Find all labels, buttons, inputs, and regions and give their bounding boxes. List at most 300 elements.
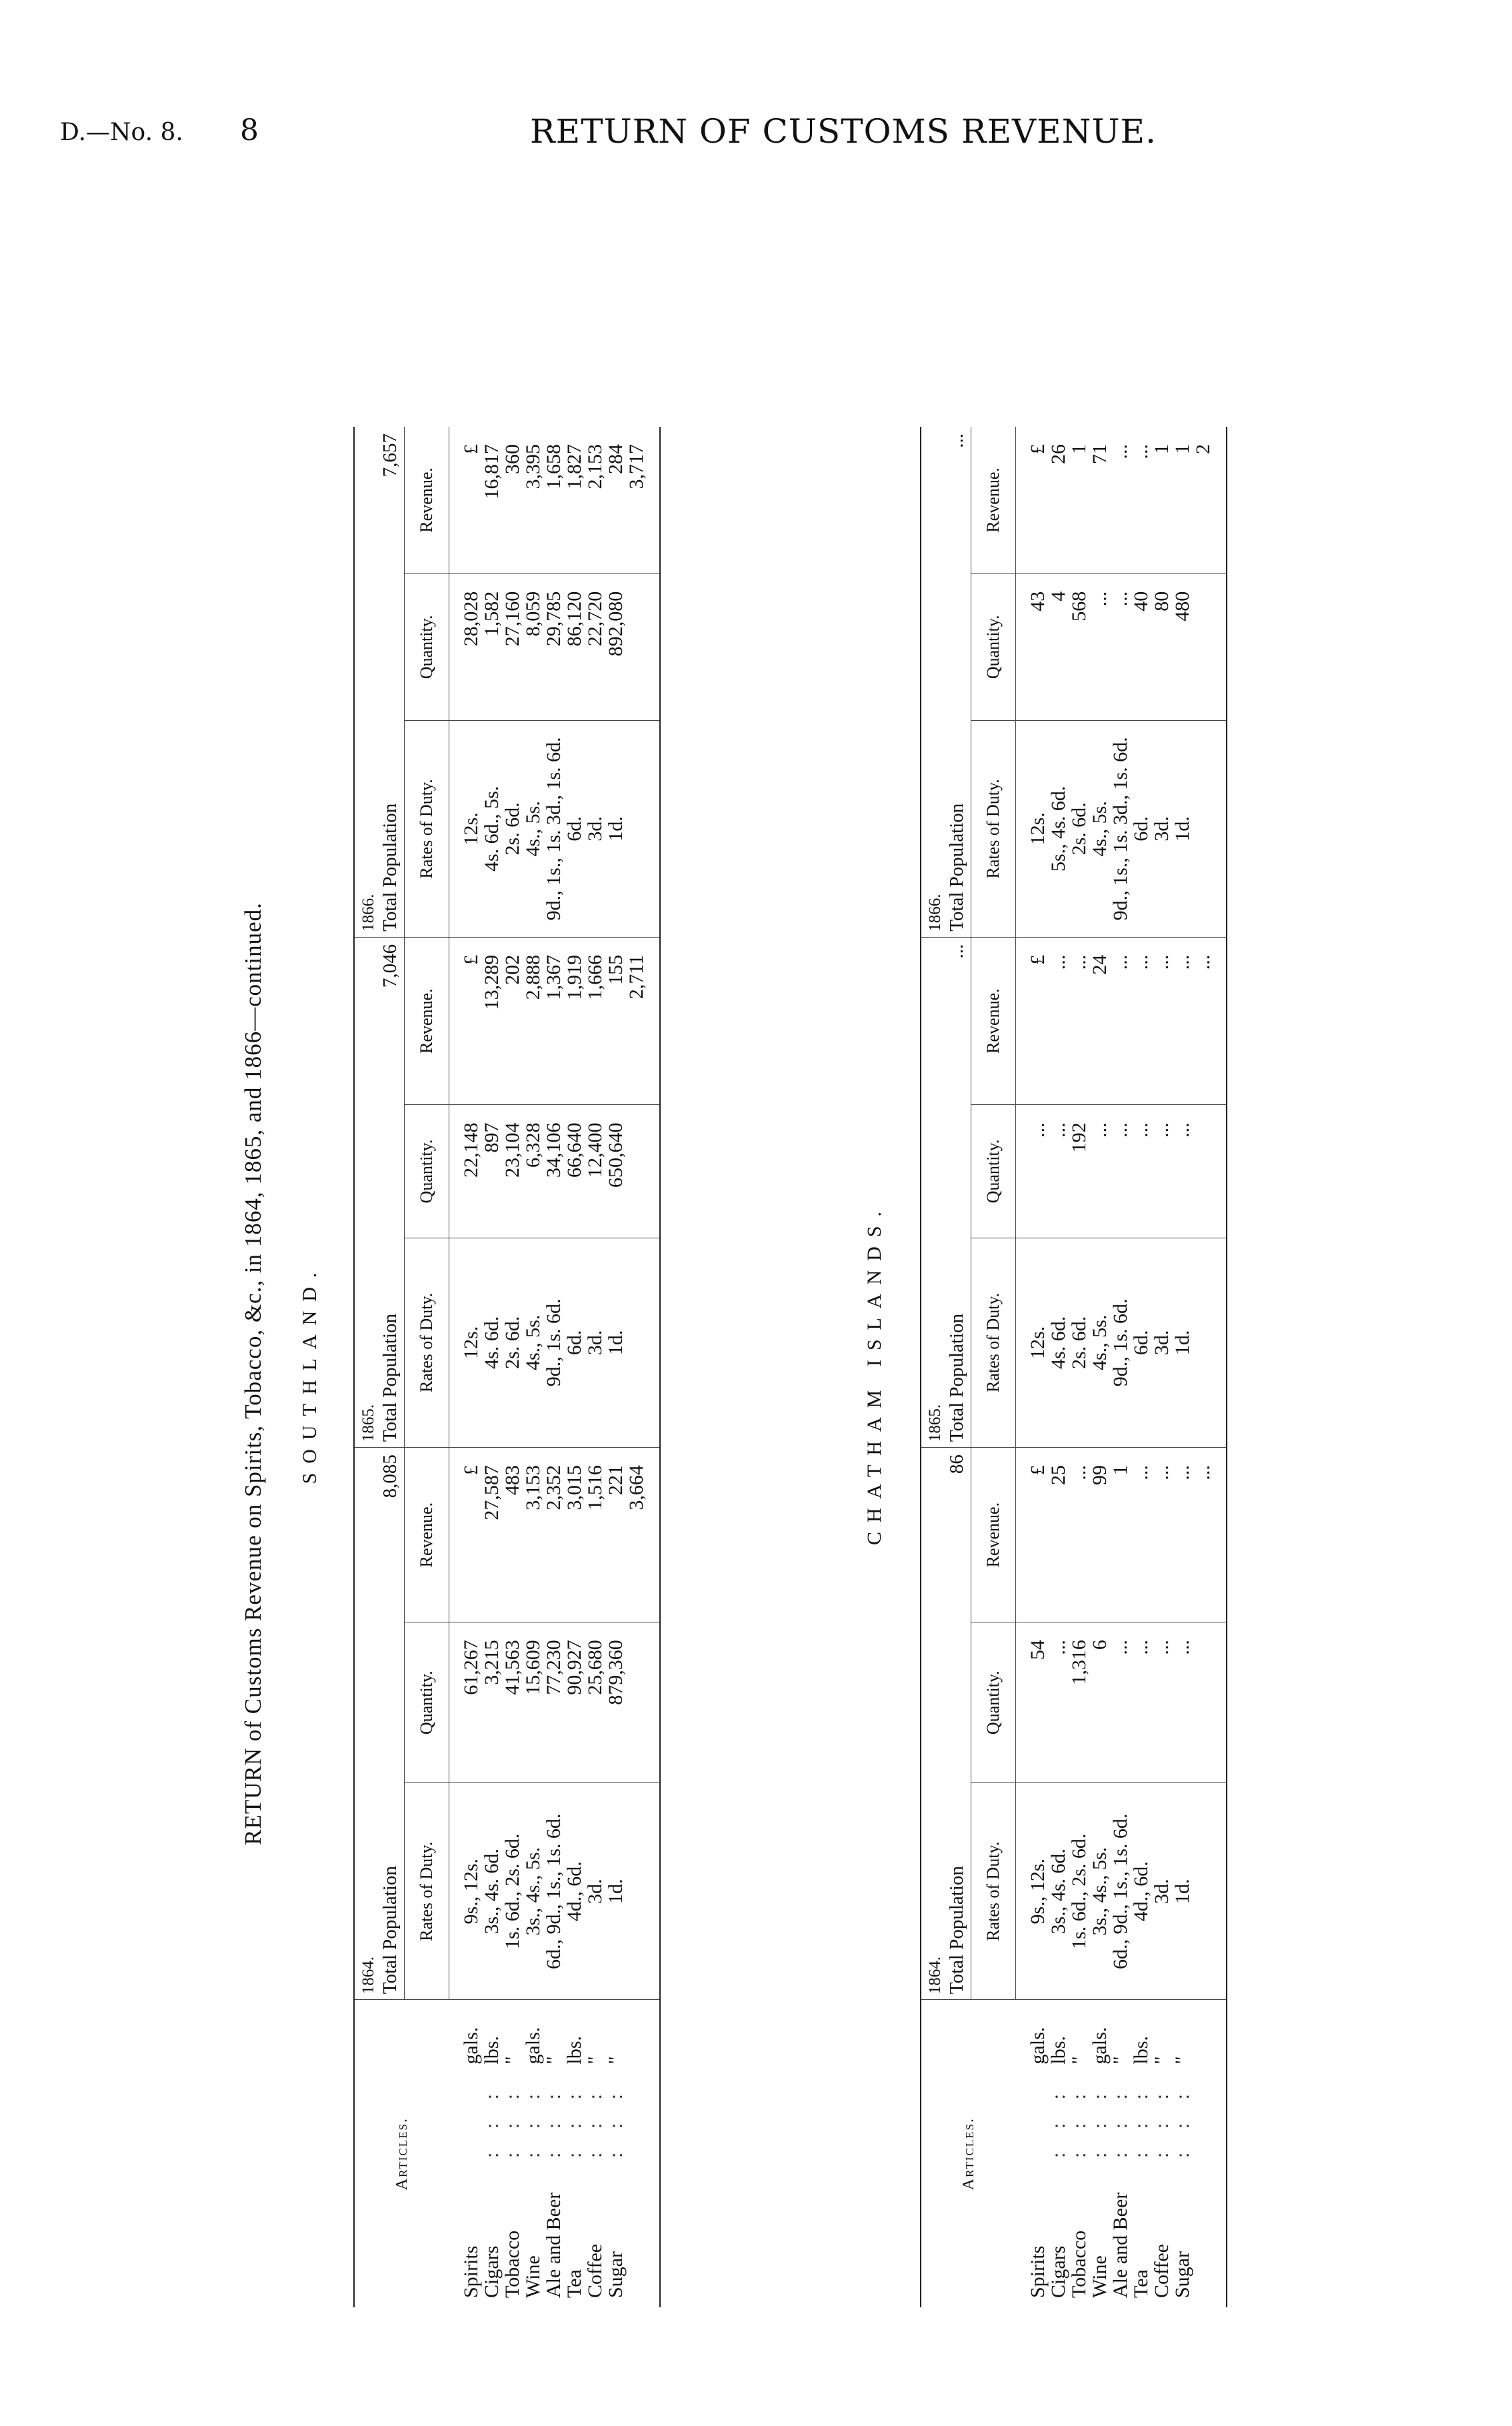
unit: lbs. [480, 2036, 503, 2065]
rate-of-duty-list [461, 1783, 627, 1999]
article-row [1049, 2070, 1069, 2298]
revenue-value: ... [1068, 954, 1090, 970]
revenue-value: 3,015 [563, 1465, 585, 1510]
unit: " [1109, 2056, 1131, 2065]
leader-dots: : : : [1088, 2084, 1111, 2158]
rate-of-duty: 9s., 12s. [460, 1859, 482, 1925]
quantity-value: 15,609 [522, 1640, 544, 1695]
revenue-value: 1 [1109, 1465, 1131, 1476]
total-population-label: Total Population [379, 1866, 401, 1995]
total-population-value: 7,046 [379, 944, 401, 988]
rate-of-duty: 3d. [584, 816, 606, 842]
units-cell [1016, 2000, 1227, 2070]
quantity-value: 77,230 [543, 1640, 565, 1695]
articles-header: Articles. [921, 2000, 1016, 2307]
leader-dots: : : : [1150, 2084, 1173, 2158]
rate-of-duty: 1d. [1171, 816, 1193, 842]
quantity-value: 192 [1068, 1122, 1090, 1153]
population-line [947, 1454, 967, 1994]
unit: " [542, 2056, 565, 2065]
unit: gals. [1026, 2027, 1049, 2065]
total-population-value: 86 [946, 1454, 967, 1474]
quantity-value: 86,120 [563, 591, 585, 647]
rate-of-duty: 2s. 6d. [501, 802, 523, 856]
quantity-value: 29,785 [543, 591, 565, 647]
population-line [947, 944, 967, 1442]
rate-of-duty: 6d. [563, 816, 585, 842]
quantity-value-list [461, 1122, 627, 1237]
quantity-value: 12,400 [584, 1122, 606, 1178]
revenue-value: ... [1151, 1465, 1173, 1480]
article-list [1028, 2070, 1193, 2298]
article-row [503, 2070, 523, 2298]
year-header [921, 937, 971, 1447]
revenue-cell [449, 937, 661, 1105]
rate-of-duty-list [1028, 1238, 1193, 1447]
revenue-value: 221 [605, 1465, 627, 1496]
quantity-cell [1016, 1622, 1227, 1783]
revenue-list [1028, 1465, 1214, 1622]
rate-of-duty: 5s., 4s. 6d. [1047, 786, 1069, 872]
year-header [921, 1448, 971, 2000]
revenue-value: 3,153 [522, 1465, 544, 1510]
total-population-label: Total Population [379, 1313, 401, 1442]
revenue-value: 1,658 [543, 444, 565, 489]
pound-sign: £ [460, 444, 482, 454]
unit: " [1150, 2056, 1173, 2065]
quantity-value: ... [1130, 1122, 1152, 1138]
leader-dots: : : : [583, 2084, 606, 2158]
article-name: Ale and Beer [1109, 2192, 1131, 2298]
revenue-list [461, 444, 647, 573]
quantity-header: Quantity. [971, 573, 1016, 720]
article-name: Spirits [459, 2245, 482, 2298]
quantity-value-list [1028, 591, 1193, 720]
quantity-value: 879,360 [605, 1640, 627, 1705]
pound-sign: £ [1027, 1465, 1049, 1476]
rate-of-duty: 4s., 5s. [522, 801, 544, 857]
revenue-value: 360 [501, 444, 523, 474]
quantity-cell [1016, 1105, 1227, 1238]
revenue-cell [449, 1448, 661, 1622]
article-row [523, 2070, 544, 2298]
revenue-value: 155 [605, 954, 627, 985]
total-population-value: 7,657 [379, 433, 401, 477]
year-label: 1866. [359, 894, 377, 932]
rate-of-duty: 3s., 4s. 6d. [1047, 1849, 1069, 1935]
rate-of-duty: 6d., 9d., 1s., 1s. 6d. [543, 1813, 565, 1969]
rate-of-duty: 4d., 6d. [1130, 1861, 1152, 1922]
rate-of-duty: 4s. 6d., 5s. [481, 786, 503, 872]
rate-of-duty: 4d., 6d. [563, 1861, 585, 1922]
leader-dots: : : : [501, 2084, 523, 2158]
table-title: RETURN of Customs Revenue on Spirits, Tobacco, &c., in 1864, 1865, and 1866—continued. [240, 902, 266, 1845]
quantity-cell [449, 1622, 661, 1783]
article-name: Coffee [1150, 2243, 1173, 2298]
quantity-value: ... [1027, 1122, 1049, 1138]
rate-of-duty: 9d., 1s. 6d. [1109, 1298, 1131, 1387]
articles-cell [1016, 2070, 1227, 2307]
quantity-value: 66,640 [563, 1122, 585, 1178]
rate-of-duty: 9d., 1s. 6d. [543, 1298, 565, 1387]
quantity-header: Quantity. [405, 1622, 449, 1783]
revenue-value: 3,717 [625, 444, 647, 489]
year-header [921, 427, 971, 937]
quantity-value: 6 [1089, 1640, 1111, 1650]
rate-of-duty: 4s., 5s. [522, 1314, 544, 1371]
quantity-header: Quantity. [405, 1105, 449, 1238]
rate-of-duty: 6d., 9d., 1s., 1s. 6d. [1109, 1813, 1131, 1969]
revenue-value: ... [1130, 1465, 1152, 1480]
leader-dots: : : : [604, 2084, 627, 2158]
quantity-value: 90,927 [563, 1640, 585, 1695]
year-label: 1864. [359, 1957, 377, 1995]
quantity-value: 41,563 [501, 1640, 523, 1695]
rates-cell [449, 1783, 661, 2000]
rate-of-duty: 2s. 6d. [1068, 802, 1090, 856]
leader-dots: : : : [1171, 2084, 1193, 2158]
article-row [1069, 2070, 1090, 2298]
rates-cell [449, 1238, 661, 1447]
quantity-value: 28,028 [460, 591, 482, 647]
quantity-value: 4 [1047, 591, 1069, 601]
article-name: Wine [521, 2255, 544, 2298]
rate-of-duty: 1d. [605, 816, 627, 842]
quantity-value: 61,267 [460, 1640, 482, 1695]
region-label-southland: SOUTHLAND. [299, 1263, 321, 1484]
quantity-value: 54 [1027, 1640, 1049, 1660]
article-row [544, 2070, 565, 2298]
article-row [565, 2070, 585, 2298]
quantity-value: ... [1171, 1640, 1193, 1655]
rate-of-duty: 1d. [605, 1879, 627, 1905]
revenue-value: ... [1171, 1465, 1193, 1480]
unit-list [461, 2000, 627, 2064]
unit: " [583, 2056, 606, 2065]
revenue-header: Revenue. [971, 1448, 1016, 1622]
revenue-header: Revenue. [971, 427, 1016, 573]
revenue-value: 13,289 [481, 954, 503, 1010]
region-label-chatham-islands: CHATHAM ISLANDS. [863, 1202, 885, 1546]
quantity-value: 23,104 [501, 1122, 523, 1178]
rate-of-duty: 1s. 6d., 2s. 6d. [501, 1833, 523, 1949]
revenue-header: Revenue. [405, 937, 449, 1105]
revenue-value: 1 [1068, 444, 1090, 454]
year-label: 1865. [359, 1404, 377, 1442]
quantity-value: ... [1151, 1122, 1173, 1138]
quantity-value-list [461, 591, 627, 720]
rate-of-duty: 6d. [563, 1330, 585, 1356]
quantity-value: 22,148 [460, 1122, 482, 1178]
revenue-value: 3,395 [522, 444, 544, 489]
article-name: Spirits [1026, 2245, 1049, 2298]
rates-header: Rates of Duty. [971, 720, 1016, 937]
revenue-cell [1016, 1448, 1227, 1622]
units-cell [449, 2000, 661, 2070]
quantity-value: ... [1151, 1640, 1173, 1655]
revenue-value: 27,587 [481, 1465, 503, 1520]
article-row [1028, 2070, 1049, 2298]
article-list [461, 2070, 627, 2298]
unit: " [501, 2056, 523, 2065]
page-title: RETURN OF CUSTOMS REVENUE. [530, 112, 1157, 151]
rate-of-duty: 2s. 6d. [501, 1316, 523, 1369]
year-label: 1865. [926, 1404, 944, 1442]
article-name: Tea [1129, 2269, 1152, 2298]
quantity-header: Quantity. [405, 573, 449, 720]
article-row [1173, 2070, 1193, 2298]
articles-cell [449, 2070, 661, 2307]
revenue-value: 483 [501, 1465, 523, 1496]
rate-of-duty: 3d. [1151, 1330, 1173, 1356]
quantity-value: ... [1109, 1640, 1131, 1655]
revenue-value: ... [1047, 954, 1069, 970]
year-header-row [921, 427, 971, 2307]
quantity-value: 892,080 [605, 591, 627, 657]
rate-of-duty-list [1028, 721, 1193, 937]
revenue-value: 2,352 [543, 1465, 565, 1510]
quantity-value: 1,582 [481, 591, 503, 637]
rate-of-duty: 3d. [1151, 1879, 1173, 1904]
quantity-value: ... [1109, 1122, 1131, 1138]
revenue-value: ... [1192, 1465, 1214, 1480]
revenue-value: 284 [605, 444, 627, 474]
article-name: Ale and Beer [542, 2192, 565, 2298]
rates-cell [1016, 1238, 1227, 1447]
quantity-value: 480 [1171, 591, 1193, 622]
article-row [461, 2070, 482, 2298]
rate-of-duty: 3d. [584, 1330, 606, 1356]
total-population-label: Total Population [946, 1866, 967, 1995]
rate-of-duty-list [1028, 1783, 1193, 1999]
total-population-value: 8,085 [379, 1454, 401, 1498]
rate-of-duty-list [461, 721, 627, 937]
rate-of-duty: 12s. [460, 812, 482, 846]
unit: " [604, 2056, 627, 2065]
revenue-value: 2,888 [522, 954, 544, 1000]
rates-header: Rates of Duty. [405, 1238, 449, 1447]
unit: lbs. [1129, 2036, 1152, 2065]
rates-header: Rates of Duty. [971, 1238, 1016, 1447]
revenue-value: ... [1151, 954, 1173, 970]
total-population-value: ... [946, 944, 967, 959]
population-line [381, 433, 400, 932]
rate-of-duty: 6d. [1130, 1330, 1152, 1356]
articles-header: Articles. [354, 2000, 449, 2307]
pound-sign: £ [460, 954, 482, 965]
revenue-cell [1016, 937, 1227, 1105]
quantity-value: ... [1109, 591, 1131, 607]
rate-of-duty: 9d., 1s., 1s. 3d., 1s. 6d. [543, 737, 565, 921]
leader-dots: : : : [480, 2084, 503, 2158]
quantity-value: 897 [481, 1122, 503, 1153]
revenue-value: ... [1192, 954, 1214, 970]
rates-header: Rates of Duty. [405, 720, 449, 937]
rate-of-duty: 3d. [584, 1879, 606, 1905]
unit: gals. [521, 2027, 544, 2065]
rates-cell [1016, 720, 1227, 937]
rates-header: Rates of Duty. [405, 1783, 449, 2000]
quantity-value: ... [1089, 591, 1111, 607]
article-row [606, 2070, 627, 2298]
rate-of-duty: 3d. [1151, 816, 1173, 842]
revenue-list [461, 1465, 647, 1622]
article-name: Coffee [583, 2243, 606, 2298]
revenue-value: 1,367 [543, 954, 565, 1000]
revenue-value: ... [1130, 954, 1152, 970]
revenue-value: 2,711 [625, 954, 647, 1000]
article-name: Tobacco [1067, 2230, 1090, 2298]
chatham-islands-table [920, 427, 1227, 2307]
rates-header: Rates of Duty. [971, 1783, 1016, 2000]
leader-dots [1028, 2070, 1049, 2158]
quantity-value: 3,215 [481, 1640, 503, 1685]
revenue-value: ... [1130, 444, 1152, 459]
population-line [381, 1454, 400, 1994]
article-name: Tea [563, 2269, 585, 2298]
rate-of-duty: 12s. [1027, 812, 1049, 846]
southland-table [353, 427, 661, 2307]
article-name: Sugar [1171, 2251, 1193, 2298]
total-population-label: Total Population [946, 803, 967, 932]
pound-sign: £ [1027, 954, 1049, 965]
quantity-cell [449, 573, 661, 720]
population-line [947, 433, 967, 932]
rate-of-duty: 1d. [605, 1330, 627, 1356]
quantity-value-list [461, 1640, 627, 1782]
revenue-header: Revenue. [405, 1448, 449, 1622]
revenue-value: 16,817 [481, 444, 503, 499]
unit: " [1171, 2056, 1193, 2065]
article-name: Wine [1088, 2255, 1111, 2298]
rate-of-duty: 6d. [1130, 816, 1152, 842]
leader-dots: : : : [1067, 2084, 1090, 2158]
revenue-list [1028, 955, 1214, 1105]
unit: gals. [1088, 2027, 1111, 2065]
article-row [585, 2070, 606, 2298]
rates-cell [449, 720, 661, 937]
rate-of-duty: 9s., 12s. [1027, 1859, 1049, 1925]
year-header-row [354, 427, 405, 2307]
article-row [1090, 2070, 1111, 2298]
page-number: 8 [240, 113, 259, 147]
year-label: 1866. [926, 894, 944, 932]
quantity-header: Quantity. [971, 1105, 1016, 1238]
leader-dots: : : : [1109, 2084, 1131, 2158]
rate-of-duty: 4s. 6d. [481, 1316, 503, 1369]
quantity-value: 43 [1027, 591, 1049, 612]
year-header [354, 937, 405, 1447]
revenue-value: ... [1109, 444, 1131, 459]
revenue-value: 71 [1089, 444, 1111, 464]
quantity-value: 40 [1130, 591, 1152, 612]
revenue-value: 1,516 [584, 1465, 606, 1510]
rate-of-duty: 9d., 1s., 1s. 3d., 1s. 6d. [1109, 737, 1131, 921]
revenue-header: Revenue. [405, 427, 449, 573]
article-row [482, 2070, 503, 2298]
revenue-list [461, 955, 647, 1105]
year-header [354, 427, 405, 937]
unit-list [1028, 2000, 1193, 2064]
total-population-label: Total Population [946, 1313, 967, 1442]
quantity-value: 1,316 [1068, 1640, 1090, 1685]
article-name: Tobacco [501, 2230, 523, 2298]
population-line [381, 944, 400, 1442]
quantity-value: ... [1047, 1640, 1069, 1655]
rate-of-duty: 2s. 6d. [1068, 1316, 1090, 1369]
rotated-table-area [240, 173, 1373, 2307]
rate-of-duty: 1d. [1171, 1879, 1193, 1904]
rate-of-duty: 12s. [460, 1326, 482, 1359]
quantity-value: 34,106 [543, 1122, 565, 1178]
quantity-value: ... [1130, 1640, 1152, 1655]
revenue-value: 1,827 [563, 444, 585, 489]
total-population-label: Total Population [379, 803, 401, 932]
year-label: 1864. [926, 1956, 944, 1995]
quantity-value: ... [1089, 1122, 1111, 1138]
leader-dots [461, 2070, 482, 2158]
rate-of-duty: 4s., 5s. [1089, 1314, 1111, 1371]
quantity-header: Quantity. [971, 1622, 1016, 1783]
rate-of-duty: 12s. [1027, 1326, 1049, 1359]
revenue-value: 202 [501, 954, 523, 985]
quantity-value: 8,059 [522, 591, 544, 637]
revenue-value: 99 [1089, 1465, 1111, 1486]
data-row [1016, 427, 1227, 2307]
unit: lbs. [563, 2036, 585, 2065]
revenue-value: ... [1068, 1465, 1090, 1480]
rate-of-duty: 3s., 4s. 6d. [481, 1849, 503, 1935]
quantity-value: ... [1171, 1122, 1193, 1138]
rate-of-duty: 3s., 4s., 5s. [522, 1847, 544, 1936]
revenue-value: 3,664 [625, 1465, 647, 1510]
leader-dots: : : : [1047, 2084, 1069, 2158]
year-header [354, 1448, 405, 2000]
article-row [1111, 2070, 1131, 2298]
quantity-value: 80 [1151, 591, 1173, 612]
article-name: Cigars [480, 2245, 503, 2298]
rate-of-duty: 4s., 5s. [1089, 801, 1111, 857]
revenue-cell [1016, 427, 1227, 573]
unit: lbs. [1047, 2036, 1069, 2065]
leader-dots: : : : [542, 2084, 565, 2158]
quantity-value: 25,680 [584, 1640, 606, 1695]
leader-dots: : : : [563, 2084, 585, 2158]
quantity-value-list [1028, 1640, 1193, 1782]
revenue-value: 1,666 [584, 954, 606, 1000]
quantity-value: 22,720 [584, 591, 606, 647]
revenue-value: 1 [1171, 444, 1193, 454]
revenue-value: 1 [1151, 444, 1173, 454]
quantity-cell [1016, 573, 1227, 720]
article-name: Cigars [1047, 2245, 1069, 2298]
revenue-value: ... [1109, 954, 1131, 970]
quantity-value: 27,160 [501, 591, 523, 647]
rate-of-duty: 4s. 6d. [1047, 1316, 1069, 1369]
article-row [1152, 2070, 1173, 2298]
pound-sign: £ [460, 1465, 482, 1476]
data-row [449, 427, 661, 2307]
pound-sign: £ [1027, 444, 1049, 454]
rate-of-duty: 1s. 6d., 2s. 6d. [1068, 1833, 1090, 1949]
leader-dots: : : : [521, 2084, 544, 2158]
revenue-value: 26 [1047, 444, 1069, 464]
rate-of-duty: 3s., 4s., 5s. [1089, 1847, 1111, 1936]
quantity-value: 650,640 [605, 1122, 627, 1188]
quantity-value-list [1028, 1122, 1193, 1237]
total-population-value: ... [946, 433, 967, 448]
quantity-cell [449, 1105, 661, 1238]
